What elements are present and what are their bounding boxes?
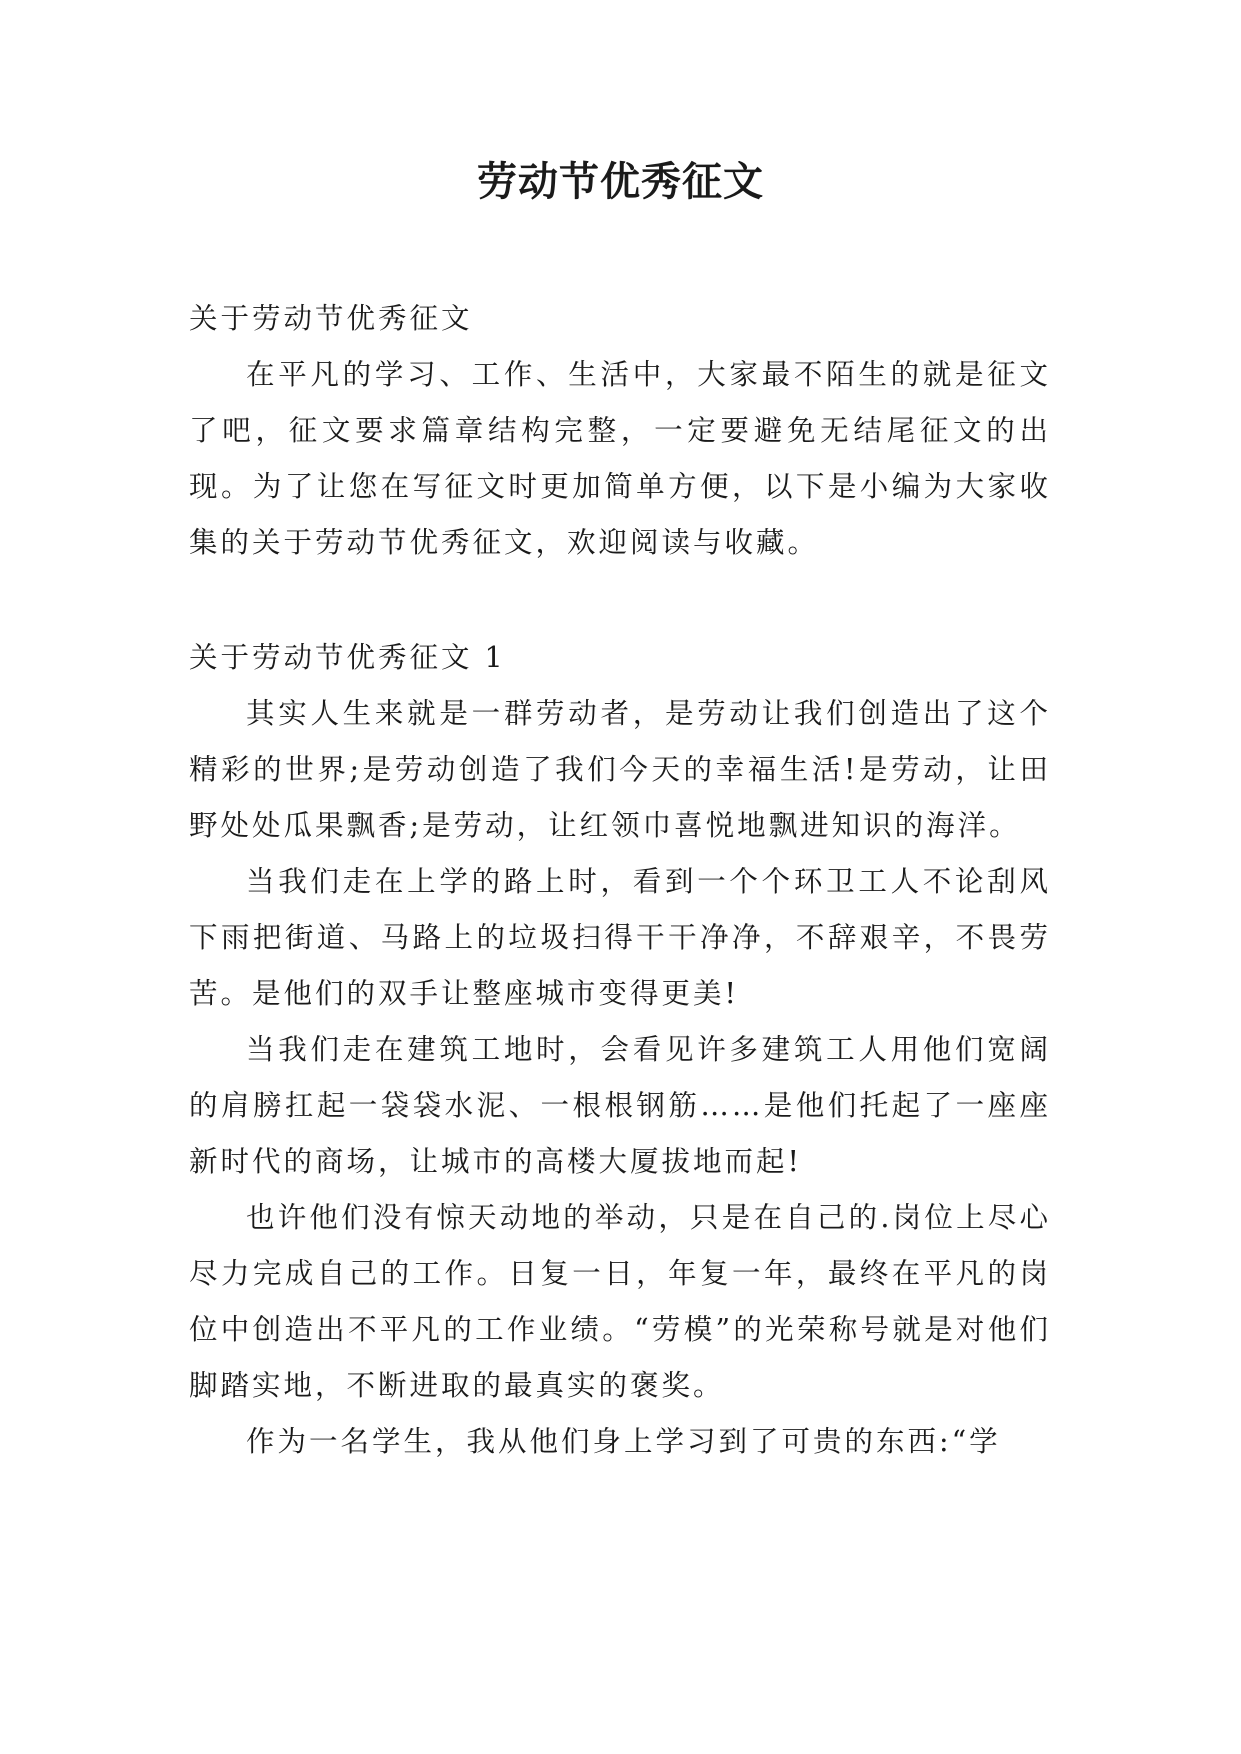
intro-paragraph: 在平凡的学习、工作、生活中，大家最不陌生的就是征文了吧，征文要求篇章结构完整，一定要避免无结尾征文的出现。为了让您在写征文时更加简单方便，以下是小编为大家收集的关于劳动节优秀征文，欢迎阅读与收藏。	[189, 358, 1051, 559]
body-paragraph: 作为一名学生，我从他们身上学习到了可贵的东西:“学	[246, 1425, 1001, 1458]
intro-block	[189, 291, 1051, 571]
document-title: 劳动节优秀征文	[477, 159, 764, 205]
body-paragraph: 也许他们没有惊天动地的举动，只是在自己的.岗位上尽心尽力完成自己的工作。日复一日，年复一年，最终在平凡的岗位中创造出不平凡的工作业绩。“劳模”的光荣称号就是对他们脚踏实地，不断进取的最真实的褒奖。	[189, 1201, 1051, 1402]
body-paragraph: 当我们走在建筑工地时，会看见许多建筑工人用他们宽阔的肩膀扛起一袋袋水泥、一根根钢筋……是他们托起了一座座新时代的商场，让城市的高楼大厦拔地而起!	[189, 1033, 1051, 1178]
intro-heading: 关于劳动节优秀征文	[189, 302, 473, 335]
body-paragraph: 其实人生来就是一群劳动者，是劳动让我们创造出了这个精彩的世界;是劳动创造了我们今天的幸福生活!是劳动，让田野处处瓜果飘香;是劳动，让红领巾喜悦地飘进知识的海洋。	[189, 697, 1051, 842]
section-heading: 关于劳动节优秀征文 1	[189, 641, 506, 674]
section-block	[189, 630, 1051, 1470]
body-paragraph: 当我们走在上学的路上时，看到一个个环卫工人不论刮风下雨把街道、马路上的垃圾扫得干干净净，不辞艰辛，不畏劳苦。是他们的双手让整座城市变得更美!	[189, 865, 1051, 1010]
